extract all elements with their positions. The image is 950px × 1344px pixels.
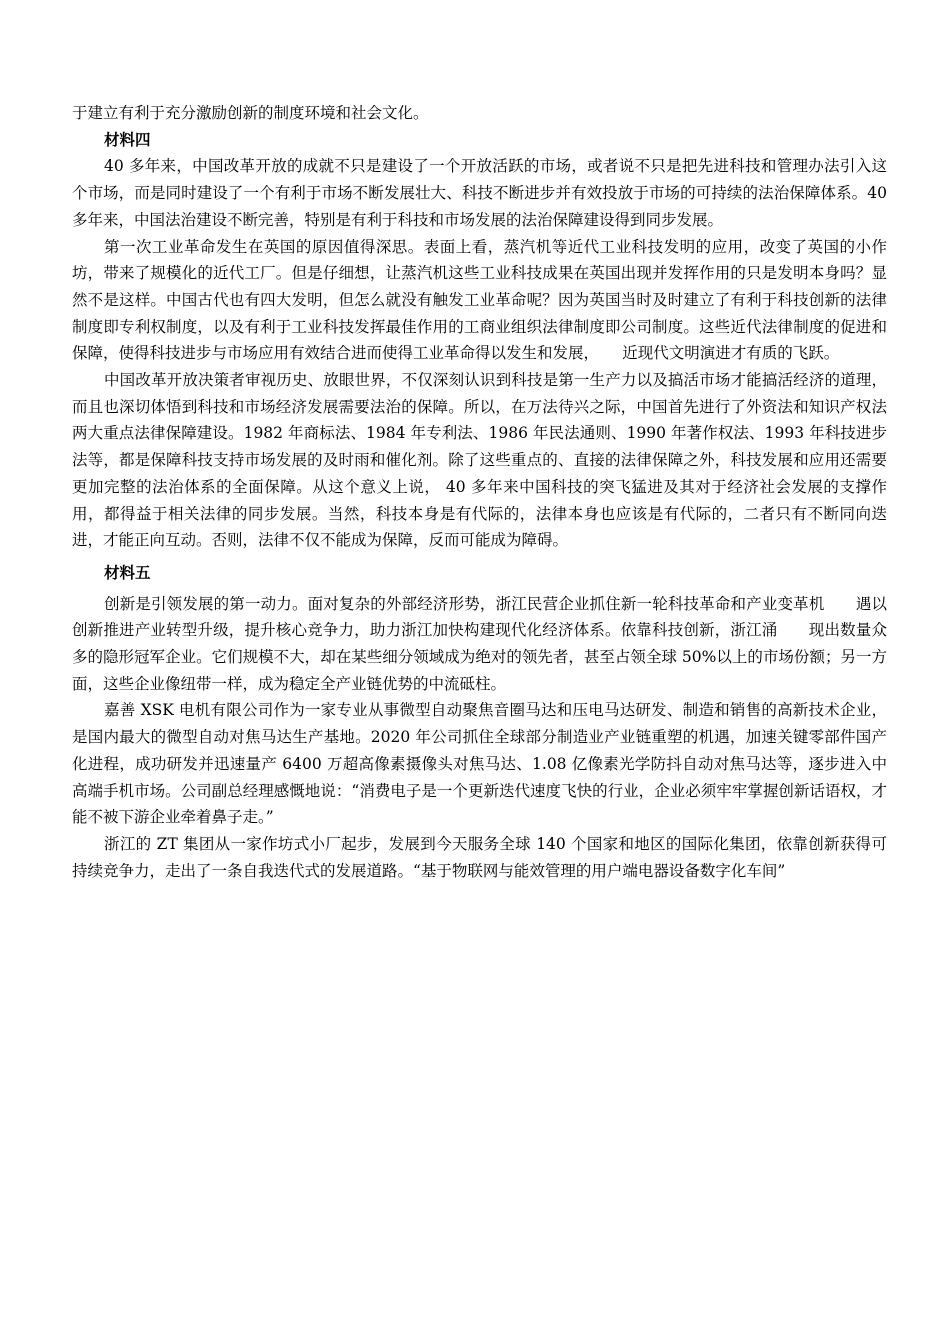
material-5-paragraph-3: 浙江的 ZT 集团从一家作坊式小厂起步，发展到今天服务全球 140 个国家和地区的国际化集团，依靠创新获得可持续竞争力，走出了一条自我迭代式的发展道路。“基于物联网与能效管理的用户端电器设备数字化车间” [72, 834, 887, 880]
material-5-heading: 材料五 [104, 563, 151, 582]
material-5-paragraph-1: 创新是引领发展的第一动力。面对复杂的外部经济形势，浙江民营企业抓住新一轮科技革命和产业变革机 遇以创新推进产业转型升级，提升核心竞争力，助力浙江加快构建现代化经济体系。依靠科技创新，浙江涌 现出数量众多的隐形冠军企业。它们规模不大，却在某些细分领域成为绝对的领先者，甚至占领全球 50%以上的市场份额；另一方面，这些企业像纽带一样，成为稳定全产业链优势的中流砥柱。 [72, 594, 887, 693]
document-body [72, 100, 887, 884]
material-4-paragraph-3: 中国改革开放决策者审视历史、放眼世界，不仅深刻认识到科技是第一生产力以及搞活市场才能搞活经济的道理，而且也深切体悟到科技和市场经济发展需要法治的保障。所以，在万法待兴之际，中国首先进行了外资法和知识产权法两大重点法律保障建设。1982 年商标法、1984 年专利法、1986 年民法通则、1990 年著作权法、1993 年科技进步法等，都是保障科技支持市场发展的及时雨和催化剂。除了这些重点的、直接的法律保障之外，科技发展和应用还需要更加完整的法治体系的全面保障。从这个意义上说， 40 多年来中国科技的突飞猛进及其对于经济社会发展的支撑作用，都得益于相关法律的同步发展。当然，科技本身是有代际的，法律本身也应该是有代际的，二者只有不断同向迭进，才能正向互动。否则，法律不仅不能成为保障，反而可能成为障碍。 [72, 371, 887, 550]
intro-fragment: 于建立有利于充分激励创新的制度环境和社会文化。 [72, 104, 429, 122]
material-4-heading: 材料四 [104, 130, 151, 149]
material-4-paragraph-2: 第一次工业革命发生在英国的原因值得深思。表面上看，蒸汽机等近代工业科技发明的应用，改变了英国的小作坊，带来了规模化的近代工厂。但是仔细想，让蒸汽机这些工业科技成果在英国出现并发挥作用的只是发明本身吗？显然不是这样。中国古代也有四大发明，但怎么就没有触发工业革命呢？因为英国当时及时建立了有利于科技创新的法律制度即专利权制度，以及有利于工业科技发挥最佳作用的工商业组织法律制度即公司制度。这些近代法律制度的促进和保障，使得科技进步与市场应用有效结合进而使得工业革命得以发生和发展， 近现代文明演进才有质的飞跃。 [72, 237, 887, 363]
material-4-paragraph-1: 40 多年来，中国改革开放的成就不只是建设了一个开放活跃的市场，或者说不只是把先进科技和管理办法引入这个市场，而是同时建设了一个有利于市场不断发展壮大、科技不断进步并有效投放于市场的可持续的法治保障体系。40 多年来，中国法治建设不断完善，特别是有利于科技和市场发展的法治保障建设得到同步发展。 [72, 157, 887, 229]
material-5-paragraph-2: 嘉善 XSK 电机有限公司作为一家专业从事微型自动聚焦音圈马达和压电马达研发、制造和销售的高新技术企业，是国内最大的微型自动对焦马达生产基地。2020 年公司抓住全球部分制造业产业链重塑的机遇，加速关键零部件国产化进程，成功研发并迅速量产 6400 万超高像素摄像头对焦马达、1.08 亿像素光学防抖自动对焦马达等，逐步进入中高端手机市场。公司副总经理感慨地说：“消费电子是一个更新迭代速度飞快的行业，企业必须牢牢掌握创新话语权，才能不被下游企业牵着鼻子走。” [72, 701, 887, 827]
